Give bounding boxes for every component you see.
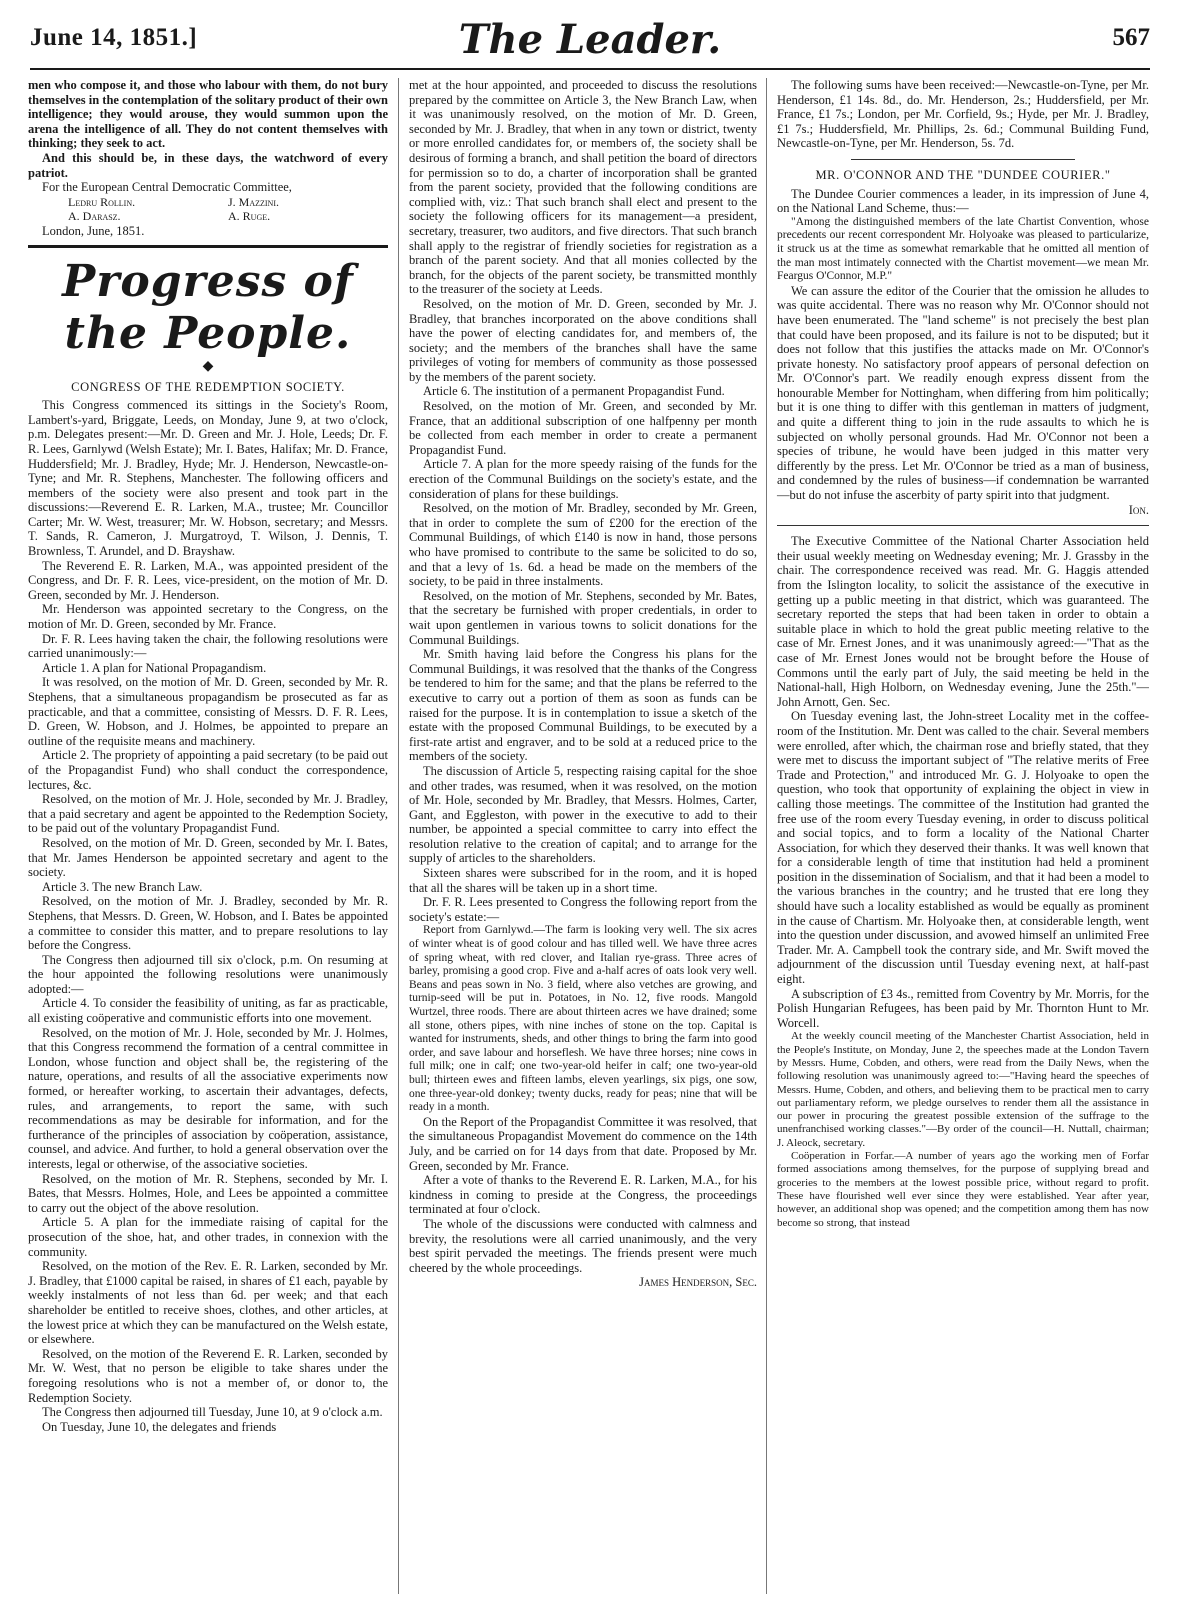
divider xyxy=(28,245,388,248)
paragraph: The whole of the discussions were conducted with calmness and brevity, the resolutions were all carried unanimously, and the very best spirit pervaded the meetings. The friends present were much cheered by the whole proceedings. xyxy=(409,1216,757,1275)
paragraph: Article 5. A plan for the immediate raising of capital for the prosecution of the shoe, hat, and other trades, in connexion with the community. xyxy=(28,1215,388,1259)
paragraph: Resolved, on the motion of Mr. J. Hole, seconded by Mr. J. Holmes, that this Congress recommend the formation of a central committee in London, whose function and object shall be, the registering of the nature, operations, and results of all the associative experiments now formed, or hereafter working, to ascertain their advantages, defects, rules, and arrangements, to report the same, with such recommendations as may be desirable for information, and for the furtherance of the principles of association by coöperation, assistance, counsel, and advice. And further, to hold a general observation over the interests, legal or otherwise, of the associative societies. xyxy=(28,1025,388,1171)
paragraph: Article 6. The institution of a permanent Propagandist Fund. xyxy=(423,384,725,399)
paragraph: men who compose it, and those who labour with them, do not bury themselves in the contemplation of the solitary product of their own intelligence; they would arouse, they would summon upon the arena the intelligence of all. They do not content themselves with thinking; they seek to act. xyxy=(28,78,388,151)
paragraph: We can assure the editor of the Courier that the omission he alludes to was quite accidental. There was no reason why Mr. O'Connor should not have been enumerated. The "land scheme" is not precisely the best plan that could have been proposed, and its failure is not to be disputed; but it does not follow that this justifies the attacks made on Mr. O'Connor's private honesty. No satisfactory proof appears of personal defection on Mr. O'Connor's part. We readily enough express dissent from the honourable Member for Nottingham, when differing from him politically; but it is one thing to differ with this gentleman in matters of judgment, and quite a different thing to join in the rude assaults to which he is subjected on wholly personal grounds. Had Mr. O'Connor not been a species of tribune, he would have been judged in this matter very differently by the press. Let Mr. O'Connor be tried as a man of business, and condemned by the rules of business—if condemnation be warranted—but do not infuse the ascerbity of party spirit into that judgment. xyxy=(777,283,1149,503)
signature: Ion. xyxy=(1128,502,1149,517)
paragraph: Dr. F. R. Lees having taken the chair, the following resolutions were carried unanimously:— xyxy=(28,631,388,661)
paragraph: On Tuesday evening last, the John-street Locality met in the coffee-room of the Institution. Mr. Dent was called to the chair. Several members were enrolled, after which, the chairman rose and briefly stated, that they were met to discuss the important subject of "The relative merits of Free Trade and Protection," and introduced Mr. G. J. Holyoake to open the question, who took that opportunity of explaining the object in view in calling those meetings. The committee of the Institution had granted the free use of the room every Tuesday evening, in order to discuss political and social topics, and to form a locality of the National Charter Association, for which they deserved their thanks. It was well known that for a considerable length of time that institution had held a prominent position in the dissemination of Socialism, and that it had been a model to the various branches in the country; and he trusted that ere long they should have such a locality established as would be equally as prominent in the cause of Chartism. Mr. Holyoake then, at considerable length, went into the question under discussion, and avowed himself an unlimited Free Trader. Mr. A. Campbell took the contrary side, and Mr. Swift moved the adjournment of the discussion until Tuesday evening next, at half-past eight. xyxy=(777,709,1149,987)
signature: James Henderson, Sec. xyxy=(639,1275,757,1290)
paragraph: Resolved, on the motion of Mr. Green, and seconded by Mr. France, that an additional subscription of one halfpenny per month be collected from each member in order to create a permanent Propagandist Fund. xyxy=(409,399,757,457)
paragraph: Mr. Henderson was appointed secretary to the Congress, on the motion of Mr. D. Green, seconded by Mr. France. xyxy=(28,602,388,632)
divider xyxy=(777,525,1149,526)
paragraph: And this should be, in these days, the watchword of every patriot. xyxy=(28,150,388,180)
paragraph: Sixteen shares were subscribed for in the room, and it is hoped that all the shares will be taken up in a short time. xyxy=(409,866,757,895)
section-title: Progress of the People. xyxy=(62,255,354,359)
signatories xyxy=(28,195,388,224)
paragraph: met at the hour appointed, and proceeded to discuss the resolutions prepared by the committee on Article 3, the New Branch Law, when it was unanimously resolved, on the motion of Mr. D. Green, seconded by Mr. J. Bradley, that when in any town or district, twenty or more enrolled candidates for, or members of, the society shall be desirous of forming a branch, and shall petition the board of directors for permission so to do, a charter of incorporation shall be granted from the parent society, provided that the following conditions are complied with, viz.: That such branch shall elect and present to the society the following officers for its management—a president, secretary, treasurer, two auditors, and five directors. That such branch shall apply to the registrar of friendly societies for registration as a branch of the parent society. And that all monies collected by the branch, for the objects of the parent society, be transmitted monthly to the treasurer of the society at Leeds. xyxy=(409,78,757,297)
paragraph: After a vote of thanks to the Reverend E. R. Larken, M.A., for his kindness in coming to preside at the Congress, the proceedings terminated at four o'clock. xyxy=(409,1173,757,1217)
paragraph: The Executive Committee of the National Charter Association held their usual weekly meeting on Wednesday evening; Mr. J. Grassby in the chair. The correspondence received was read. Mr. G. Haggis attended from the Islington locality, to solicit the assistance of the executive in getting up a public meeting in that district, which was guaranteed. The secretary reported the steps that had been taken in order to obtain a suitable place in which to hold the great public meeting relative to the case of Mr. Ernest Jones, and it was unanimously agreed:—"That as the case of Mr. Ernest Jones would not be brought before the House of Commons until the early part of July, the said meeting be held in the National-hall, High Holborn, on Wednesday evening, June the 25th."—John Arnott, Gen. Sec. xyxy=(777,534,1149,709)
ornament-icon: ◆ xyxy=(202,358,214,374)
paragraph: Resolved, on the motion of Mr. D. Green, seconded by Mr. J. Bradley, that branches incorporated on the above conditions shall have the power of electing candidates for, and members of, the society; and the members of the branches shall have the same privileges of voting for members of community as those possessed by the members of the parent society. xyxy=(409,296,757,384)
paragraph: Resolved, on the motion of the Reverend E. R. Larken, seconded by Mr. W. West, that no person be eligible to take shares under the foregoing resolutions who is not a member of, or donor to, the Redemption Society. xyxy=(28,1346,388,1405)
paragraph: On the Report of the Propagandist Committee it was resolved, that the simultaneous Propagandist Movement do commence on the 14th July, and be carried on for 14 days from that date. Proposed by Mr. Green, seconded by Mr. France. xyxy=(409,1114,757,1173)
paragraph: Article 3. The new Branch Law. xyxy=(42,879,203,894)
page-number: 567 xyxy=(1112,24,1150,51)
paragraph: The following sums have been received:—Newcastle-on-Tyne, per Mr. Henderson, £1 14s. 8d., do. Mr. Henderson, 2s.; Huddersfield, per Mr. France, £1 7s.; London, per Mr. Corfield, 9s.; Hyde, per Mr. J. Bradley, £1 7s.; Huddersfield, Mr. Phillips, 2s. 6d.; Communal Building Fund, Newcastle-on-Tyne, per Mr. Henderson, 5s. 7d. xyxy=(777,78,1149,151)
paragraph: The Congress then adjourned till six o'clock, p.m. On resuming at the hour appointed the following resolutions were unanimously adopted:— xyxy=(28,952,388,996)
paragraph: The Dundee Courier commences a leader, in its impression of June 4, on the National Land Scheme, thus:— xyxy=(777,186,1149,216)
report-paragraph: Report from Garnlywd.—The farm is looking very well. The six acres of winter wheat is of good colour and has tilled well. We have three acres of spring wheat, with red clover, and Italian rye-grass. Three acres of barley, promising a good crop. Five and a-half acres of oats look very well. Beans and peas sown in No. 3 field, where also vetches are growing, and turnip-seed will be put in. Potatoes, in No. 12, five roods. Mangold Wurtzel, three roods. There are about thirteen acres we have drained; some all stone, others pipes, with nine inches of stone on the top. Capital is wanted for instruments, sheds, and other things to bring the farm into good order, and save labour and horseflesh. We have three horses; nine cows in full milk; one in calf; one two-year-old heifer in calf; one two-year-old bull; thirteen ewes and fifteen lambs, eleven yearlings, six pigs, one sow, one three-year-old donkey; twenty ducks, ready for peas; nine that will be ready in a month. xyxy=(409,924,757,1114)
article-heading: MR. O'CONNOR AND THE "DUNDEE COURIER." xyxy=(815,167,1111,182)
column-3 xyxy=(766,78,1149,1594)
issue-date: June 14, 1851.] xyxy=(30,24,198,51)
paragraph: Mr. Smith having laid before the Congress his plans for the Communal Buildings, it was resolved that the thanks of the Congress be tendered to him for the same; and that the plans be referred to the executive to carry out a portion of them as soon as funds can be raised for the purpose. It is in contemplation to issue a sketch of the estate with the proposed Communal Buildings, to be executed by a first-rate artist and engraver, and to be sold at a reduced price to the members of the society. xyxy=(409,647,757,764)
paragraph: Resolved, on the motion of Mr. Bradley, seconded by Mr. Green, that in order to complete the sum of £200 for the erection of the Communal Buildings, of which £140 is now in hand, those persons who have promised to contribute to the same be solicited to do so, and that a levy of 1s. 6d. a head be made on the members of the society, to be paid in three instalments. xyxy=(409,501,757,589)
signatory: Ledru Rollin. xyxy=(68,194,136,209)
paragraph: The discussion of Article 5, respecting raising capital for the shoe and other trades, was resumed, when it was resolved, on the motion of Mr. Hole, seconded by Mr. Bradley, that Messrs. Holmes, Carter, Gant, and Eggleston, with power in the executive to add to their number, be appointed a special committee to carry into effect the resolution relative to the creation of capital; and to arrange for the supply of articles to the shareholders. xyxy=(409,763,757,866)
paragraph: Resolved, on the motion of Mr. Stephens, seconded by Mr. Bates, that the secretary be furnished with proper credentials, in order to wait upon gentlemen in various towns to solicit donations for the Communal Buildings. xyxy=(409,588,757,647)
paragraph: Resolved, on the motion of Mr. R. Stephens, seconded by Mr. I. Bates, that Messrs. Holmes, Hole, and Lees be appointed a committee to carry out the object of the above resolution. xyxy=(28,1171,388,1215)
paragraph: Resolved, on the motion of Mr. J. Hole, seconded by Mr. J. Bradley, that a paid secretary and agent be appointed to the Redemption Society, to be paid out of the voluntary Propagandist Fund. xyxy=(28,792,388,836)
quotation: "Among the distinguished members of the late Chartist Convention, whose precedents our recent correspondent Mr. Holyoake was pleased to particularize, it struck us at the time as somewhat remarkable that he omitted all mention of the man most intimately connected with the Chartist movement—we mean Mr. Feargus O'Connor, M.P." xyxy=(777,215,1149,283)
signatory: A. Darasz. xyxy=(68,209,121,224)
column-1 xyxy=(28,78,388,1594)
paragraph: The Congress then adjourned till Tuesday, June 10, at 9 o'clock a.m. xyxy=(42,1405,383,1420)
dateline: London, June, 1851. xyxy=(42,223,145,238)
paragraph: For the European Central Democratic Committee, xyxy=(42,180,292,195)
paragraph: This Congress commenced its sittings in the Society's Room, Lambert's-yard, Briggate, Leeds, on Monday, June 9, at two o'clock, p.m. Delegates present:—Mr. D. Green and Mr. J. Hole, Leeds; Dr. F. R. Lees, Garnlywd (Welsh Estate); Mr. I. Bates, Halifax; Mr. D. France, Huddersfield; Mr. J. Bradley, Hyde; Mr. J. Henderson, Newcastle-on-Tyne; and Mr. R. Stephens, Manchester. The following officers and members of the society were also present and took part in the discussions:—Reverend E. R. Larken, M.A., trustee; Mr. Councillor Carter; Mr. W. West, treasurer; Mr. W. Hobson, secretary; and Messrs. T. Sands, R. Cameron, J. Murgatroyd, T. Wilson, J. Dennis, T. Brownless, T. Arundel, and D. Brayshaw. xyxy=(28,398,388,559)
newspaper-masthead: The Leader. xyxy=(458,16,722,63)
paragraph: Article 7. A plan for the more speedy raising of the funds for the erection of the Communal Buildings on the society's estate, and the consideration of plans for these buildings. xyxy=(409,457,757,501)
paragraph: Article 1. A plan for National Propagandism. xyxy=(42,660,267,675)
paragraph: On Tuesday, June 10, the delegates and friends xyxy=(42,1419,277,1434)
paragraph: Resolved, on the motion of Mr. J. Bradley, seconded by Mr. R. Stephens, that Messrs. D. Green, W. Hobson, and I. Bates be appointed a committee to consider this matter, and to prepare resolutions to lay before the Congress. xyxy=(28,894,388,953)
paragraph: At the weekly council meeting of the Manchester Chartist Association, held in the People's Institute, on Monday, June 2, the speeches made at the London Tavern by Messrs. Hume, Cobden, and others, were read from the Daily News, when the following resolution was unanimously agreed to:—"Having heard the speeches of Messrs. Hume, Cobden, and others, and believing them to be practical men to carry out parliamentary reform, we pledge ourselves to render them all the assistance in our power in procuring the greatest possible extension of the suffrage to the unenfranchised working classes."—By order of the council—H. Nuttall, chairman; J. Aleock, secretary. xyxy=(777,1030,1149,1149)
paragraph: It was resolved, on the motion of Mr. D. Green, seconded by Mr. R. Stephens, that a simultaneous propagandism be prosecuted as far as practicable, and that a committee, consisting of Messrs. D. F. R. Lees, D. Green, W. Hobson, and J. Holmes, be appointed to prepare an outline of the requisite means and machinery. xyxy=(28,675,388,748)
paragraph: Coöperation in Forfar.—A number of years ago the working men of Forfar formed associations among themselves, for the purpose of supplying bread and groceries to the members at the lowest possible price, without regard to profit. These have flourished well ever since they were established. Year after year, however, an additional shop was opened; and the competition among them has now become so strong, that instead xyxy=(777,1150,1149,1229)
signatory: J. Mazzini. xyxy=(228,194,279,209)
paragraph: Article 2. The propriety of appointing a paid secretary (to be paid out of the Propagandist Fund) who shall conduct the correspondence, lectures, &c. xyxy=(28,748,388,792)
paragraph: A subscription of £3 4s., remitted from Coventry by Mr. Morris, for the Polish Hungarian Refugees, has been paid by Mr. Thornton Hunt to Mr. Worcell. xyxy=(777,986,1149,1030)
paragraph: Article 4. To consider the feasibility of uniting, as far as practicable, all existing coöperative and communistic efforts into one movement. xyxy=(28,996,388,1026)
paragraph: Resolved, on the motion of Mr. D. Green, seconded by Mr. I. Bates, that Mr. James Henderson be appointed secretary and agent to the society. xyxy=(28,835,388,880)
column-2 xyxy=(398,78,757,1594)
article-heading: CONGRESS OF THE REDEMPTION SOCIETY. xyxy=(71,379,345,394)
page-header xyxy=(30,14,1150,70)
paragraph: Resolved, on the motion of the Rev. E. R. Larken, seconded by Mr. J. Bradley, that £1000 capital be raised, in shares of £1 each, payable by weekly instalments of not less than 6d. per week; and that each shareholder be entitled to receive shoes, clothes, and other articles, at the lowest price at which they can be manufactured on the Welsh estate, or elsewhere. xyxy=(28,1259,388,1347)
paragraph: Dr. F. R. Lees presented to Congress the following report from the society's estate:— xyxy=(409,895,757,924)
divider xyxy=(851,159,1074,160)
paragraph: The Reverend E. R. Larken, M.A., was appointed president of the Congress, and Dr. F. R. Lees, vice-president, on the motion of Mr. D. Green, seconded by Mr. J. Henderson. xyxy=(28,558,388,602)
signatory: A. Ruge. xyxy=(228,209,271,224)
